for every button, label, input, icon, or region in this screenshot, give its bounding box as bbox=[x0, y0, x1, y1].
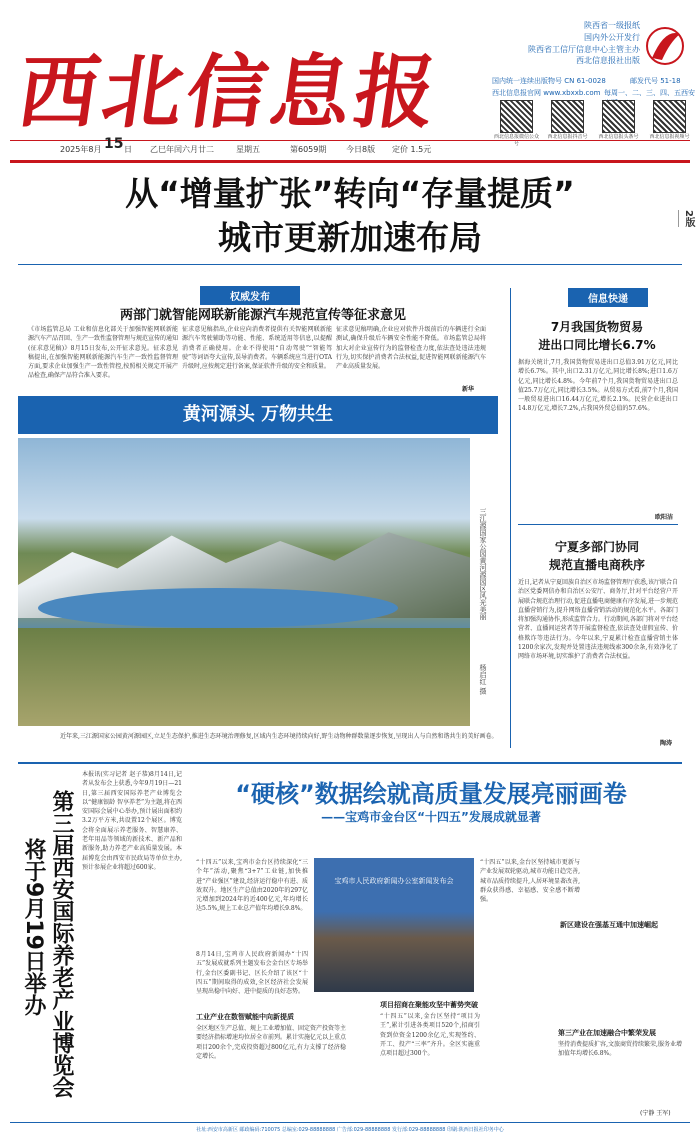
footer-rule bbox=[10, 1122, 690, 1123]
qr-caption: 西北信息报头条号 bbox=[598, 134, 639, 140]
feature-subheadline: ——宝鸡市金台区“十四五”发展成就显著 bbox=[321, 810, 541, 824]
feature-col3: 全区地区生产总值、规上工业增加值、固定资产投资等主要经济指标增速均位居全市前列。累计实施亿元以上重点项目200余个,完成投资超过800亿元,有力支撑了经济稳定增长。 bbox=[196, 1025, 346, 1060]
qr-code-icon bbox=[551, 100, 584, 133]
feature-byline: (宁静 王军) bbox=[640, 1110, 671, 1117]
logo-icon bbox=[640, 20, 690, 70]
lead-divider bbox=[18, 264, 682, 265]
photo-ribbon-bg bbox=[18, 396, 498, 434]
sponsor-line: 陕西省工信厅信息中心主管主办 bbox=[528, 44, 640, 54]
date-year-month: 2025年8月 bbox=[60, 145, 102, 154]
qr-caption: 西北信息报微信公众号 bbox=[494, 134, 540, 147]
sponsor-line: 国内外公开发行 bbox=[584, 32, 640, 42]
feature-section2: 项目招商在聚能攻坚中蓄势突破 bbox=[380, 1001, 478, 1009]
news-flash-ribbon: 信息快递 bbox=[568, 288, 648, 307]
masthead-title: 西北信息报 bbox=[12, 45, 446, 139]
sponsor-line: 西北信息报社出版 bbox=[576, 56, 640, 66]
lake-shape bbox=[38, 588, 398, 628]
sponsor-line: 陕西省一级报纸 bbox=[584, 21, 640, 30]
photo-vertical-caption: 三江源国家公园黄河源园区风光美丽 bbox=[479, 508, 487, 620]
authority-ribbon: 权威发布 bbox=[200, 286, 300, 305]
story1-body: 据海关统计,7月,我国货物贸易进出口总值3.91万亿元,同比增长6.7%。其中,出口2.31万亿元,同比增长8%;进口1.6万亿元,同比增长4.8%。今年前7个月,我国货物贸易进出口总值25.7万亿元,同比增长3.5%。从贸易方式看,前7个月,我国一般贸易进出口16.44万亿元,增长2.1%。民营企业进出口14.8万亿元,增长7.2%,占我国外贸总值的57.6%。 bbox=[518, 359, 678, 413]
date-day: 15 bbox=[104, 136, 124, 152]
postal-code: 邮发代号 51-18 bbox=[630, 77, 681, 85]
feature-col6: 坚持消费提质扩容,文旅商贸持续繁荣,服务业增加值年均增长6.8%。 bbox=[558, 1041, 682, 1058]
photo-ribbon-title: 黄河源头 万物共生 bbox=[182, 404, 334, 425]
story1-title-2: 进出口同比增长6.7% bbox=[538, 338, 656, 352]
feature-col4: “十四五”以来,金台区坚持“项目为王”,累计引进各类项目520个,招商引资到位资金1200余亿元,实现签约、开工、投产“三率”齐升。全区实施重点项目超过300个。 bbox=[380, 1013, 480, 1058]
masthead-bottom-rule bbox=[10, 160, 690, 163]
authority-byline: 新华 bbox=[462, 386, 475, 393]
authority-col1: 《市场监管总局 工业和信息化部关于加强智能网联新能源汽车产品召回、生产一致性监督管理与规范宣传的通知(征求意见稿)》8月15日发布,公开征求意见。征求意见稿提出,在加强智能网联新能源汽车生产一致性监督管理方面,要求企业加强生产一致性管控,按照相关规定开展产品检查,确保产品符合准入要求。 bbox=[28, 326, 178, 380]
photo-caption: 近年来,三江源国家公园黄河源园区,立足生态保护,推进生态环境治理修复,区域内生态环境持续向好,野生动物种群数量逐步恢复,呈现出人与自然和谐共生的美好画卷。 bbox=[60, 733, 498, 740]
page-tab: 2版 bbox=[678, 210, 696, 227]
qr-code-icon bbox=[602, 100, 635, 133]
authority-col3: 征求意见稿明确,企业应对软件升级前后的车辆进行全面测试,确保升级后车辆安全性能不降低。市场监管总局将加大对企业宣传行为的监督检查力度,依法查处违法违规行为,切实保护消费者合法权益,促进智能网联新能源汽车产业高质量发展。 bbox=[336, 326, 486, 371]
qr-code-icon bbox=[653, 100, 686, 133]
website: 西北信息报官网 www.xbxxb.com bbox=[492, 89, 601, 97]
feature-headline: “硬核”数据绘就高质量发展亮丽画卷 bbox=[235, 780, 627, 808]
story2-byline: 陶涛 bbox=[660, 740, 673, 747]
story2-title-2: 规范直播电商秩序 bbox=[548, 558, 645, 572]
qr-caption: 西北信息报抖音号 bbox=[547, 134, 588, 140]
story2-body: 近日,记者从宁夏回族自治区市场监督管理厅获悉,该厅联合自治区党委网信办和自治区公安厅、商务厅,针对平台经营户开展联合规范治理行动,促进直播电商健康有序发展,进一步规范直播营销行为,提升网络直播营销活动的规范化水平。各部门将加强沟通协作,形成监管合力。行动期间,各部门将对平台经营者、直播间运营者等开展监督检查,依法查处虚假宣传、价格欺诈等违法行为。今年以来,宁夏累计检查直播营销主体1200余家次,发现并处置违法违规线索300余条,有效净化了网络市场环境,切实维护了消费者合法权益。 bbox=[518, 579, 678, 661]
qr-code-icon bbox=[500, 100, 533, 133]
photographer: 杨启红 摄 bbox=[479, 664, 487, 695]
expo-body: 本报讯(实习记者 赵子恭)8月14日,记者从发布会上获悉,今年9月19日—21日,第三届西安国际养老产业博览会以“健康银龄 智享养老”为主题,将在西安国际会展中心举办,预计展出面积约3.2万平方米,共设置12个展区。博览会将全面展示养老服务、智慧康养、老年用品等领域的新技术、新产品和新服务,助力养老产业高质量发展。本届博览会由西安市民政局等单位主办,预计参展企业将超过600家。 bbox=[82, 771, 182, 871]
feature-col5-cont bbox=[588, 858, 682, 918]
weekday: 星期五 bbox=[236, 145, 260, 154]
story1-byline: 欧阳洁 bbox=[655, 514, 674, 521]
page-count: 今日8版 bbox=[346, 145, 376, 154]
cn-number: 国内统一连续出版物号 CN 61-0028 bbox=[492, 77, 606, 85]
feature-section1: 工业产业在数智赋能中向新提质 bbox=[196, 1013, 294, 1021]
feature-col5: “十四五”以来,金台区坚持城市更新与产业发展双轮驱动,城市功能日趋完善,城市品质持续提升,人居环境显著改善,群众获得感、幸福感、安全感不断增强。 bbox=[480, 859, 580, 904]
date-day-suffix: 日 bbox=[124, 145, 132, 154]
qr-caption: 西北信息报视频号 bbox=[649, 134, 690, 140]
yellow-river-photo bbox=[18, 438, 470, 726]
issue-number: 第6059期 bbox=[290, 145, 327, 154]
lead-headline-line2: 城市更新加速布局 bbox=[218, 218, 482, 257]
feature-col2: 8月14日,宝鸡市人民政府新闻办“十四五”发展成就系列主题发布会金台区专场举行,金台区委副书记、区长介绍了该区“十四五”期间取得的成效,全区经济社会发展呈现出稳中向好、进中提质的良好态势。 bbox=[196, 951, 308, 996]
expo-title-2: 第三届西安国际养老产业博览会 bbox=[49, 790, 74, 1098]
story1-title-1: 7月我国货物贸易 bbox=[550, 320, 644, 334]
authority-title: 两部门就智能网联新能源汽车规范宣传等征求意见 bbox=[119, 308, 406, 323]
inset-caption: 宝鸡市人民政府新闻办公室新闻发布会 bbox=[334, 877, 454, 885]
feature-section3: 新区建设在强基互通中加速崛起 bbox=[560, 921, 658, 929]
feature-section4: 第三产业在加速融合中繁荣发展 bbox=[558, 1029, 656, 1037]
press-conference-photo bbox=[314, 858, 474, 992]
feature-col1: “十四五”以来,宝鸡市金台区持续深化“三个年”活动,聚焦“3+7”工业链,加快推进“产业强区”建设,经济运行稳中有进、质效双升。地区生产总值由2020年的297亿元增加到2024年的近400亿元,年均增长达5.5%,规上工业总产值年均增长9.8%。 bbox=[196, 859, 308, 913]
story2-title-1: 宁夏多部门协同 bbox=[554, 540, 639, 554]
price: 定价 1.5元 bbox=[392, 145, 432, 154]
section-divider bbox=[18, 762, 682, 764]
schedule: 每周一、二、三、四、五西安 bbox=[604, 89, 695, 97]
lead-headline-line1: 从“增量扩张”转向“存量提质” bbox=[125, 174, 575, 213]
story-divider bbox=[518, 524, 678, 525]
footer-text: 社址:西安市高新区 邮政编码:710075 总编室:029-88888888 广告部:029-88888888 发行部:029-88888888 印刷:陕西日报社印务中心 bbox=[196, 1127, 504, 1133]
grassland-shape bbox=[18, 628, 470, 726]
authority-col2: 征求意见稿指出,企业应向消费者提供有关智能网联新能源汽车驾驶辅助等功能、性能、系统适用等信息,以提醒消费者正确使用。企业不得使用“自动驾驶”“智能驾驶”等词语夸大宣传,误导消费者。车辆系统应当进行OTA升级时,应按规定进行备案,保证软件升级的安全和质量。 bbox=[182, 326, 332, 371]
sponsor-list bbox=[500, 22, 640, 66]
lunar-date: 乙巳年闰六月廿二 bbox=[150, 145, 214, 154]
expo-title-1: 将于9月19日举办 bbox=[21, 838, 46, 1016]
